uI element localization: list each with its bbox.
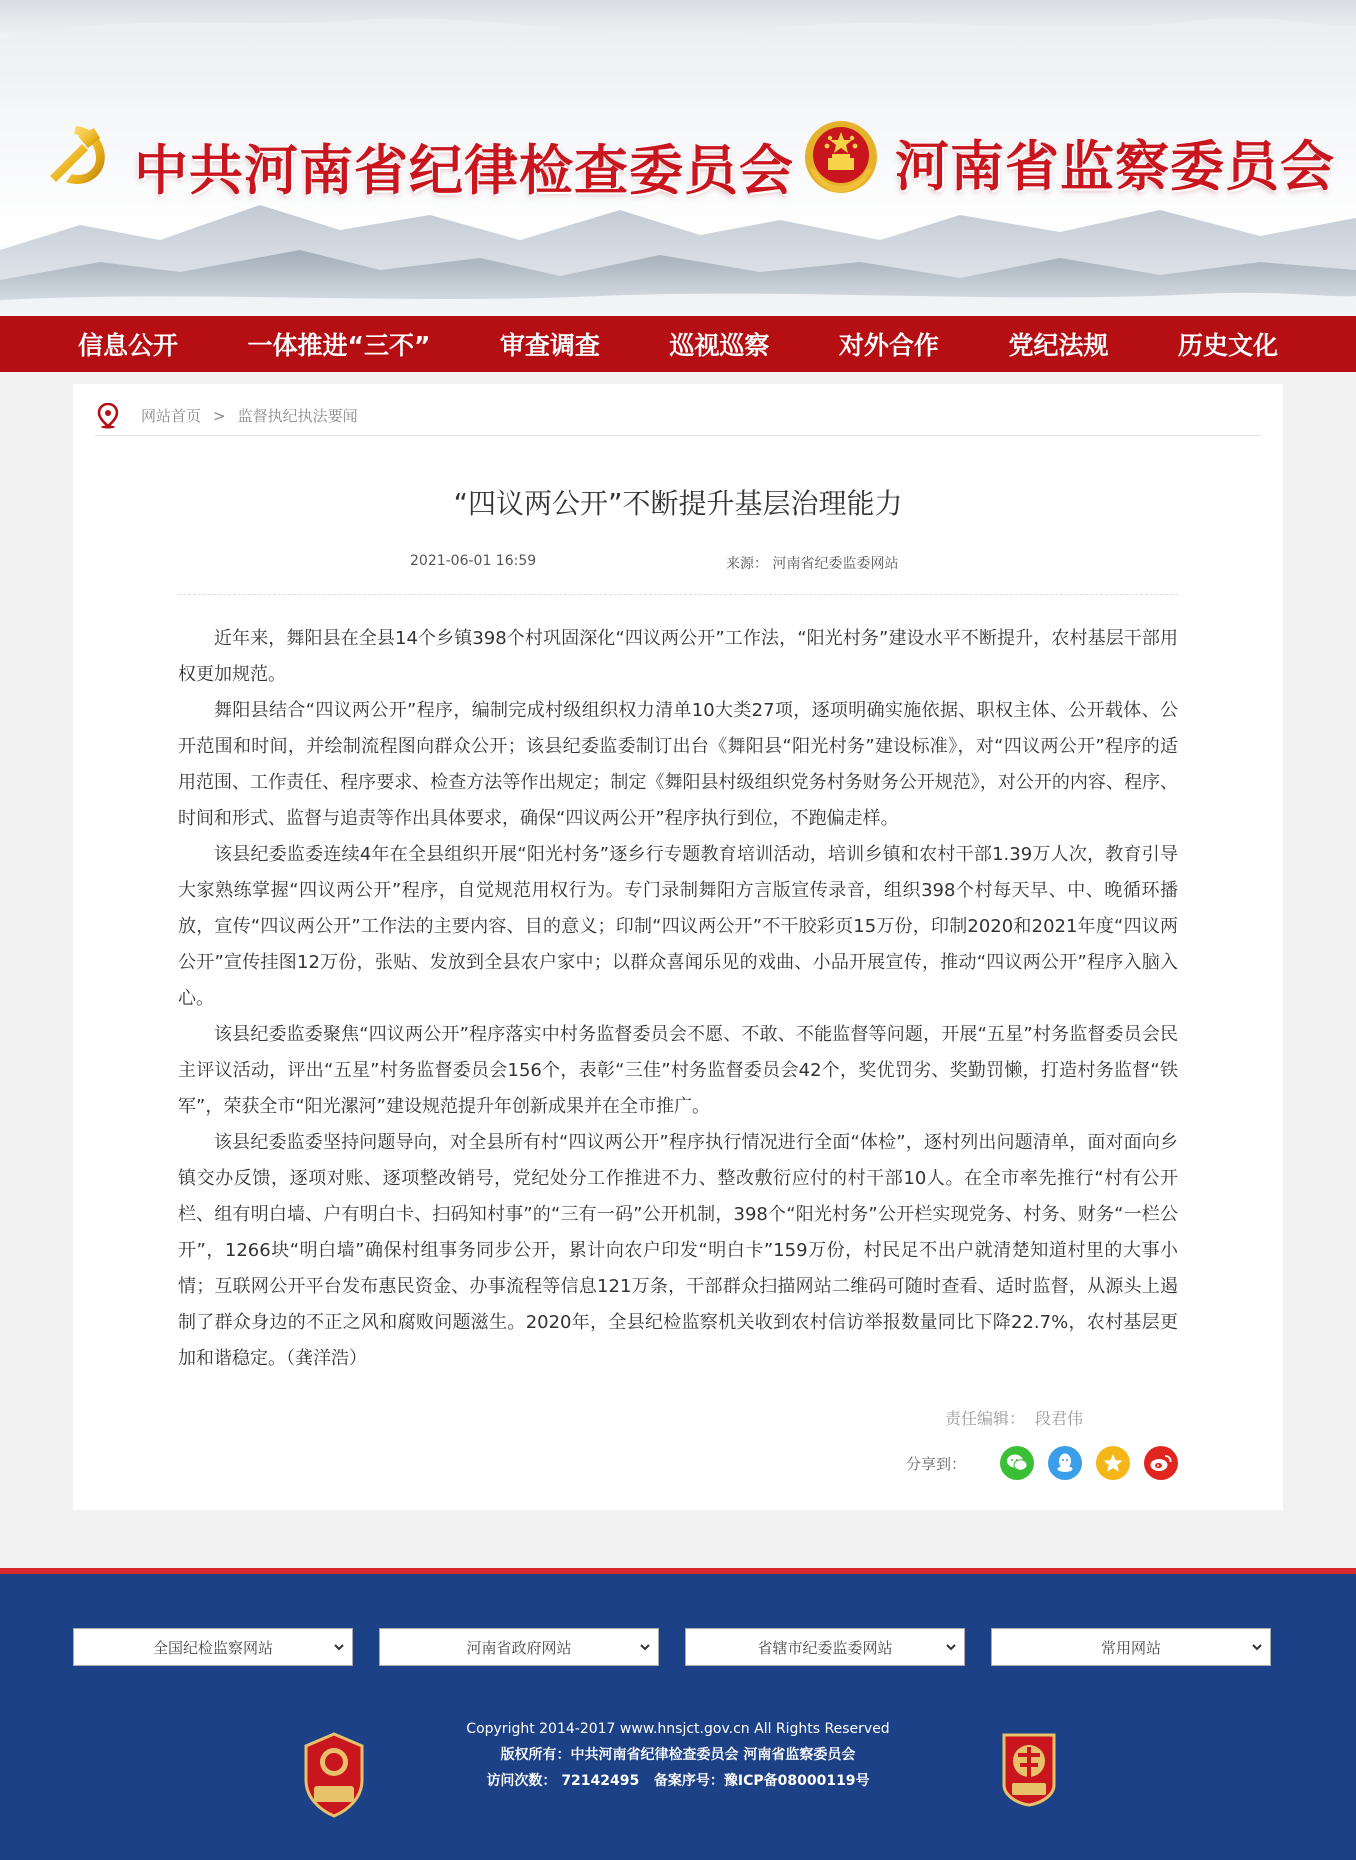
select-city-sites[interactable] xyxy=(685,1628,965,1666)
banner-title-left: 中共河南省纪律检查委员会 xyxy=(134,138,794,202)
chevron-down-icon xyxy=(944,1639,958,1655)
select-value: 全国纪检监察网站 xyxy=(152,1638,273,1657)
share-bar xyxy=(906,1443,1178,1483)
chevron-down-icon xyxy=(638,1639,652,1655)
breadcrumb-current[interactable]: 监督执纪执法要闻 xyxy=(237,407,358,425)
select-national-sites[interactable] xyxy=(73,1628,353,1666)
copyright-owner: 版权所有：中共河南省纪律检查委员会 河南省监察委员会 xyxy=(500,1747,856,1763)
nav-item-history[interactable]: 历史文化 xyxy=(1177,331,1278,360)
article-date: 2021-06-01 16:59 xyxy=(410,553,537,569)
party-emblem-icon xyxy=(38,118,114,194)
article-title: “四议两公开”不断提升基层治理能力 xyxy=(453,487,903,520)
nav-item-investigation[interactable]: 审查调查 xyxy=(499,331,600,360)
qq-icon[interactable] xyxy=(1048,1446,1082,1480)
weibo-icon[interactable] xyxy=(1144,1446,1178,1480)
visits-count: 72142495 xyxy=(561,1773,640,1789)
site-stats xyxy=(0,1768,1356,1794)
nav-item-inspection[interactable]: 巡视巡察 xyxy=(669,331,770,360)
chevron-down-icon xyxy=(1250,1639,1264,1655)
visits-label: 访问次数： xyxy=(486,1773,557,1789)
article-meta xyxy=(178,553,1178,595)
chevron-down-icon xyxy=(332,1639,346,1655)
select-value: 省辖市纪委监委网站 xyxy=(757,1638,893,1657)
footer xyxy=(0,1568,1356,1860)
nav-item-regulations[interactable]: 党纪法规 xyxy=(1008,331,1109,360)
national-emblem-icon xyxy=(802,118,880,196)
copyright-block xyxy=(0,1716,1356,1794)
article-paragraph: 舞阳县结合“四议两公开”程序，编制完成村级组织权力清单10大类27项，逐项明确实施依据、职权主体、公开载体、公开范围和时间，并绘制流程图向群众公开；该县纪委监委制订出台《舞阳县“阳光村务”建设标准》，对“四议两公开”程序的适用范围、工作责任、程序要求、检查方法等作出规定；制定《舞阳县村级组织党务村务财务公开规范》，对公开的内容、程序、时间和形式、监督与追责等作出具体要求，确保“四议两公开”程序执行到位，不跑偏走样。 xyxy=(178,700,1178,829)
icp-number[interactable]: 豫ICP备08000119号 xyxy=(723,1773,870,1789)
banner-title-right: 河南省监察委员会 xyxy=(895,134,1335,198)
copyright-text: Copyright 2014-2017 www.hnsjct.gov.cn All Rights Reserved xyxy=(466,1721,890,1737)
source-label: 来源： xyxy=(726,556,768,572)
icp-label: 备案序号： xyxy=(653,1773,724,1789)
select-province-gov-sites[interactable] xyxy=(379,1628,659,1666)
article-paragraph: 该县纪委监委坚持问题导向，对全县所有村“四议两公开”程序执行情况进行全面“体检”，逐村列出问题清单，面对面向乡镇交办反馈，逐项对账、逐项整改销号，党纪处分工作推进不力、整改敷衍应付的村干部10人。在全市率先推行“村有公开栏、组有明白墙、户有明白卡、扫码知村事”的“三有一码”公开机制，398个“阳光村务”公开栏实现党务、村务、财务“一栏公开”，1266块“明白墙”确保村组事务同步公开，累计向农户印发“明白卡”159万份，村民足不出户就清楚知道村里的大事小情；互联网公开平台发布惠民资金、办事流程等信息121万条，干部群众扫描网站二维码可随时查看、适时监督，从源头上遏制了群众身边的不正之风和腐败问题滋生。2020年，全县纪检监察机关收到农村信访举报数量同比下降22.7%，农村基层更加和谐稳定。（龚洋浩） xyxy=(178,1132,1178,1369)
select-common-sites[interactable] xyxy=(991,1628,1271,1666)
article-paragraph: 该县纪委监委聚焦“四议两公开”程序落实中村务监督委员会不愿、不敢、不能监督等问题，开展“五星”村务监督委员会民主评议活动，评出“五星”村务监督委员会156个，表彰“三佳”村务监督委员会42个，奖优罚劣、奖勤罚懒，打造村务监督“铁军”，荣获全市“阳光漯河”建设规范提升年创新成果并在全市推广。 xyxy=(178,1024,1178,1117)
nav-item-cooperation[interactable]: 对外合作 xyxy=(838,331,939,360)
wechat-icon[interactable] xyxy=(1000,1446,1034,1480)
select-value: 河南省政府网站 xyxy=(466,1638,572,1657)
article-source xyxy=(726,553,898,573)
editor-label: 责任编辑： xyxy=(944,1409,1025,1428)
header-banner xyxy=(0,0,1356,316)
breadcrumb-separator: > xyxy=(213,406,226,425)
editor-name: 段君伟 xyxy=(1034,1409,1083,1428)
party-government-badge-icon[interactable] xyxy=(996,1729,1062,1807)
article-paragraph: 该县纪委监委连续4年在全县组织开展“阳光村务”逐乡行专题教育培训活动，培训乡镇和农村干部1.39万人次，教育引导大家熟练掌握“四议两公开”程序，自觉规范用权行为。专门录制舞阳方言版宣传录音，组织398个村每天早、中、晚循环播放，宣传“四议两公开”工作法的主要内容、目的意义；印制“四议两公开”不干胶彩页15万份，印制2020和2021年度“四议两公开”宣传挂图12万份，张贴、发放到全县农户家中；以群众喜闻乐见的戏曲、小品开展宣传，推动“四议两公开”程序入脑入心。 xyxy=(178,844,1178,1009)
share-label: 分享到： xyxy=(905,1454,966,1473)
nav-item-info-disclosure[interactable]: 信息公开 xyxy=(78,331,179,360)
source-name: 河南省纪委监委网站 xyxy=(772,556,899,572)
article-paragraph: 近年来，舞阳县在全县14个乡镇398个村巩固深化“四议两公开”工作法，“阳光村务”建设水平不断提升，农村基层干部用权更加规范。 xyxy=(178,628,1178,685)
article-body xyxy=(178,621,1178,1377)
qzone-icon[interactable] xyxy=(1096,1446,1130,1480)
nav-item-three-nots[interactable]: 一体推进“三不” xyxy=(247,331,431,360)
location-pin-icon xyxy=(97,403,119,429)
main-nav xyxy=(0,316,1356,372)
responsible-editor xyxy=(935,1406,1083,1429)
select-value: 常用网站 xyxy=(1100,1638,1161,1657)
breadcrumb xyxy=(95,396,1261,436)
article-card xyxy=(73,384,1283,1510)
breadcrumb-home[interactable]: 网站首页 xyxy=(141,407,202,425)
